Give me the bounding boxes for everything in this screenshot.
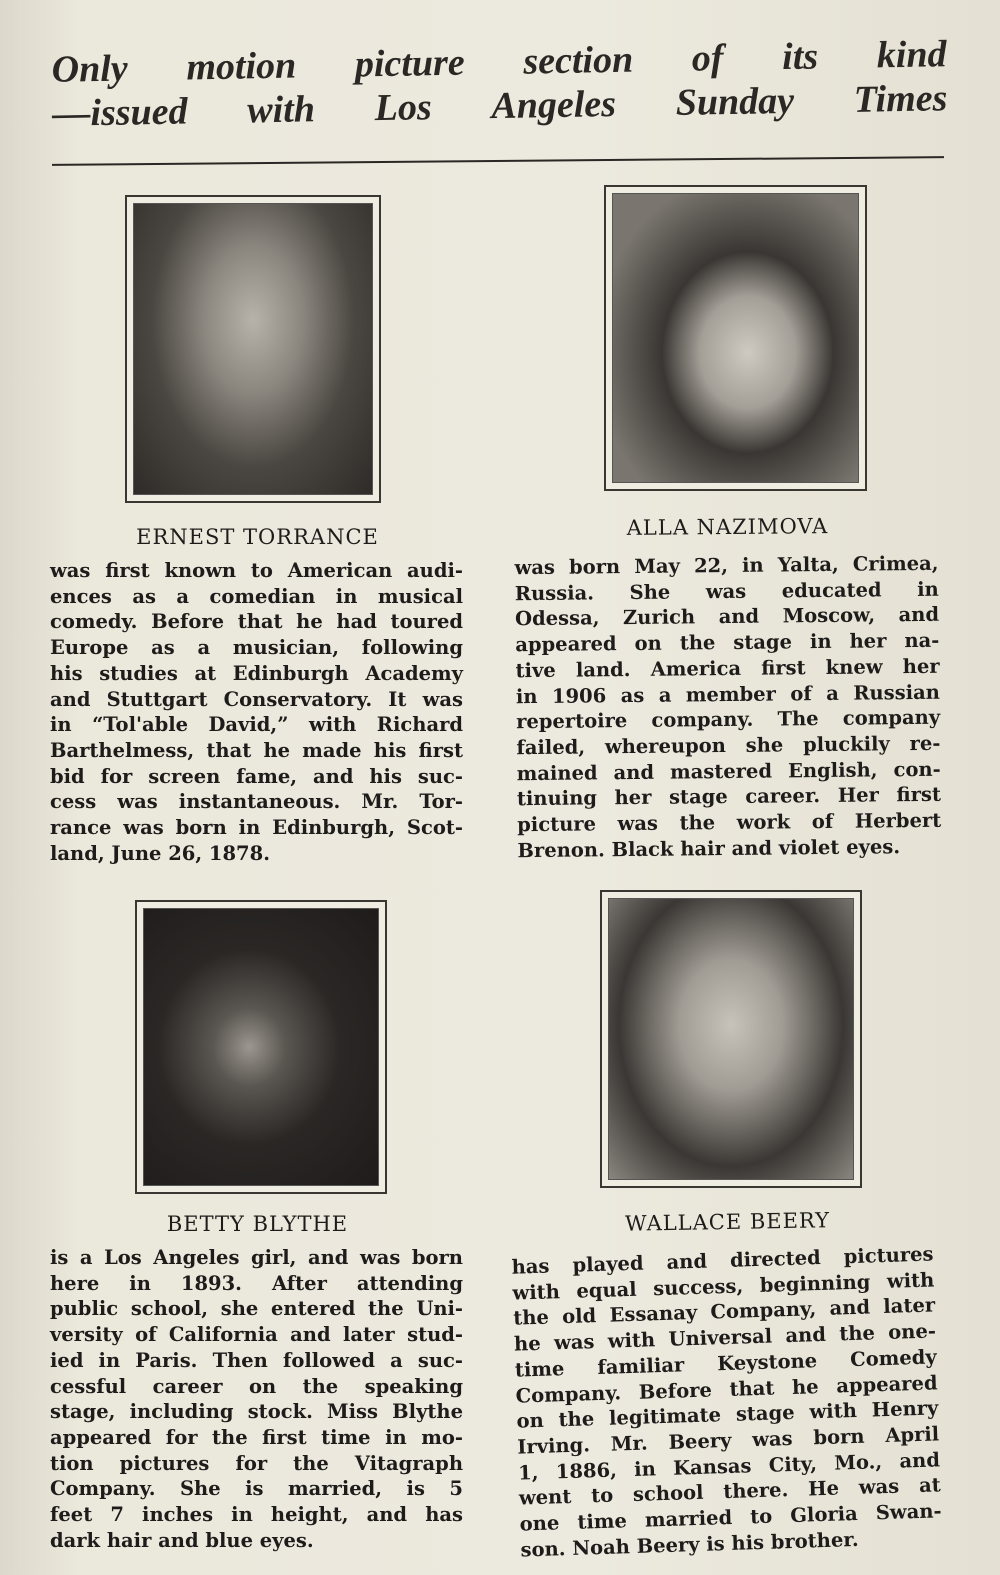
bio-line: Brenon. Black hair and violet eyes. [517,834,901,862]
bio-line: 1, 1886, in Kansas City, Mo., and [517,1447,941,1485]
bio-line: rance was born in Edinburgh, Scot- [50,816,463,840]
bio-line: Company. Before that he appeared [515,1370,938,1408]
headline-word: its [781,35,819,79]
bio-line: land, June 26, 1878. [50,841,270,865]
portrait-ernest-torrance [125,195,381,503]
headline-word: Times [853,77,948,121]
bio-line: his studies at Edinburgh Academy [50,661,463,685]
bio-line: the old Essanay Company, and later [512,1293,936,1331]
bio-line: Russia. She was educated in [514,577,939,605]
bio-line: Barthelmess, that he made his first [50,738,463,762]
bio-line: feet 7 inches in height, and has [50,1503,463,1527]
profile-bio [511,1241,942,1563]
portrait-betty-blythe [135,900,387,1194]
bio-line: one time married to Gloria Swan- [519,1499,942,1536]
bio-line: and Stuttgart Conservatory. It was [50,687,463,711]
bio-line: stage, including stock. Miss Blythe [50,1400,463,1424]
headline-word: motion [186,44,297,89]
profile-name: ERNEST TORRANCE [136,525,379,549]
bio-line: ied in Paris. Then followed a suc- [50,1348,463,1372]
bio-line: tion pictures for the Vitagraph [50,1451,463,1475]
bio-line: went to school there. He was at [518,1473,942,1510]
bio-line: on the legitimate stage with Henry [516,1396,939,1433]
bio-line: versity of California and later stud- [50,1323,463,1347]
bio-line: in 1906 as a member of a Russian [515,680,940,708]
bio-line: son. Noah Beery is his brother. [520,1527,859,1562]
bio-line: is a Los Angeles girl, and was born [50,1246,463,1269]
headline-word: Only [51,47,129,91]
bio-line: Odessa, Zurich and Moscow, and [514,603,940,631]
bio-line: dark hair and blue eyes. [50,1528,314,1552]
profile-bio [514,551,941,864]
bio-line: cessful career on the speaking [50,1374,463,1398]
headline-word: picture [354,41,466,86]
headline-word: with [246,88,316,132]
bio-line: has played and directed pictures [511,1242,934,1279]
portrait-alla-nazimova [604,185,867,491]
profile-name: ALLA NAZIMOVA [626,514,829,540]
bio-line: was first known to American audi- [50,559,463,582]
bio-line: here in 1893. After attending [50,1271,463,1295]
headline-word: Sunday [675,79,795,124]
bio-line: failed, whereupon she pluckily re- [516,731,941,760]
bio-line: Irving. Mr. Beery was born April [516,1422,940,1459]
bio-line: appeared on the stage in her na- [515,628,940,657]
bio-line: he was with Universal and the one- [513,1319,937,1356]
portrait-wallace-beery [600,890,862,1188]
headline [51,32,947,136]
profile-bio [50,558,463,866]
bio-line: ences as a comedian in musical [50,584,463,608]
bio-line: public school, she entered the Uni- [50,1297,463,1321]
headline-word: Los [374,86,433,130]
bio-line: repertoire company. The company [516,705,941,734]
bio-line: in “Tol'able David,” with Richard [50,713,463,737]
bio-line: cess was instantaneous. Mr. Tor- [50,790,463,814]
bio-line: tive land. America first knew her [515,654,940,683]
bio-line: picture was the work of Herbert [517,808,942,837]
profile-bio [50,1245,463,1553]
headline-rule [52,156,944,166]
profile-name: WALLACE BEERY [624,1208,831,1236]
bio-line: comedy. Before that he had toured [50,610,463,634]
bio-line: mained and mastered English, con- [516,757,941,785]
bio-line: bid for screen fame, and his suc- [50,764,463,788]
profile-name: BETTY BLYTHE [166,1212,349,1236]
headline-word: —issued [52,90,188,135]
bio-line: Company. She is married, is 5 [50,1477,463,1501]
bio-line: Europe as a musician, following [50,636,463,660]
bio-line: tinuing her stage career. Her first [516,783,942,811]
bio-line: appeared for the first time in mo- [50,1425,463,1449]
bio-line: time familiar Keystone Comedy [514,1345,938,1382]
headline-word: of [691,37,724,80]
headline-word: Angeles [491,82,617,128]
headline-word: kind [876,33,947,77]
bio-line: with equal success, beginning with [512,1268,935,1305]
headline-word: section [522,38,634,83]
bio-line: was born May 22, in Yalta, Crimea, [514,551,939,580]
